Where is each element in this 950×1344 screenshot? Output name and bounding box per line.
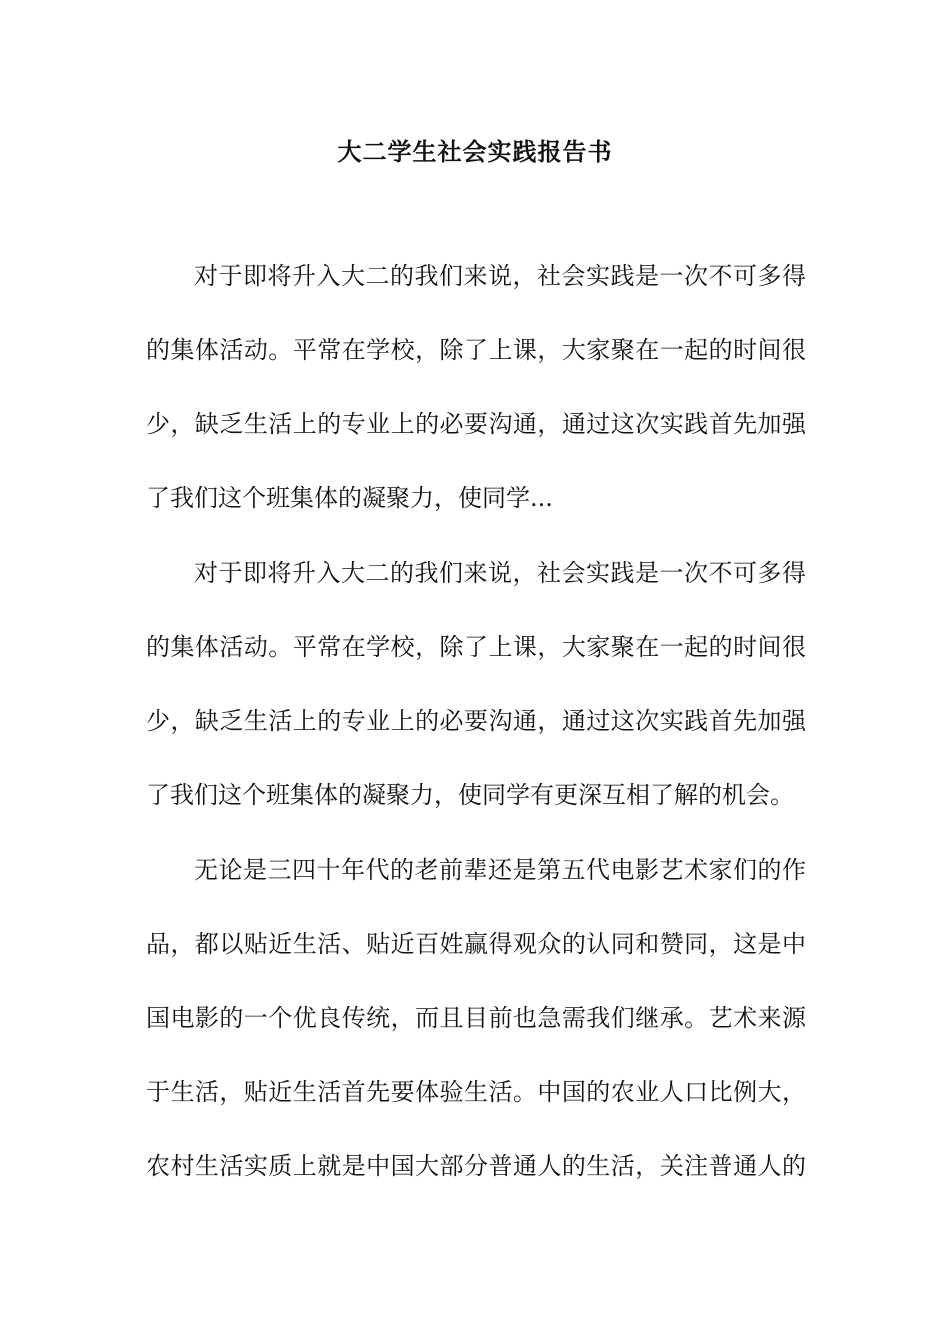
paragraph-3-line-3: 国电影的一个优良传统，而且目前也急需我们继承。艺术来源 [146,1004,806,1032]
paragraph-2-line-2: 的集体活动。平常在学校，除了上课，大家聚在一起的时间很 [146,633,806,661]
paragraph-2-line-3: 少，缺乏生活上的专业上的必要沟通，通过这次实践首先加强 [146,707,806,735]
paragraph-3-line-5: 农村生活实质上就是中国大部分普通人的生活，关注普通人的 [146,1152,806,1180]
paragraph-1-line-3: 少，缺乏生活上的专业上的必要沟通，通过这次实践首先加强 [146,410,806,438]
paragraph-3-line-4: 于生活，贴近生活首先要体验生活。中国的农业人口比例大， [146,1078,806,1106]
paragraph-3-line-1: 无论是三四十年代的老前辈还是第五代电影艺术家们的作 [194,856,806,884]
paragraph-1-line-2: 的集体活动。平常在学校，除了上课，大家聚在一起的时间很 [146,336,806,364]
paragraph-1-line-4: 了我们这个班集体的凝聚力，使同学... [146,484,553,512]
paragraph-1-line-1: 对于即将升入大二的我们来说，社会实践是一次不可多得 [194,262,806,290]
paragraph-3-line-2: 品，都以贴近生活、贴近百姓赢得观众的认同和赞同，这是中 [146,930,806,958]
paragraph-2-line-4: 了我们这个班集体的凝聚力，使同学有更深互相了解的机会。 [146,781,794,809]
document-title: 大二学生社会实践报告书 [337,137,613,166]
paragraph-2-line-1: 对于即将升入大二的我们来说，社会实践是一次不可多得 [194,559,806,587]
